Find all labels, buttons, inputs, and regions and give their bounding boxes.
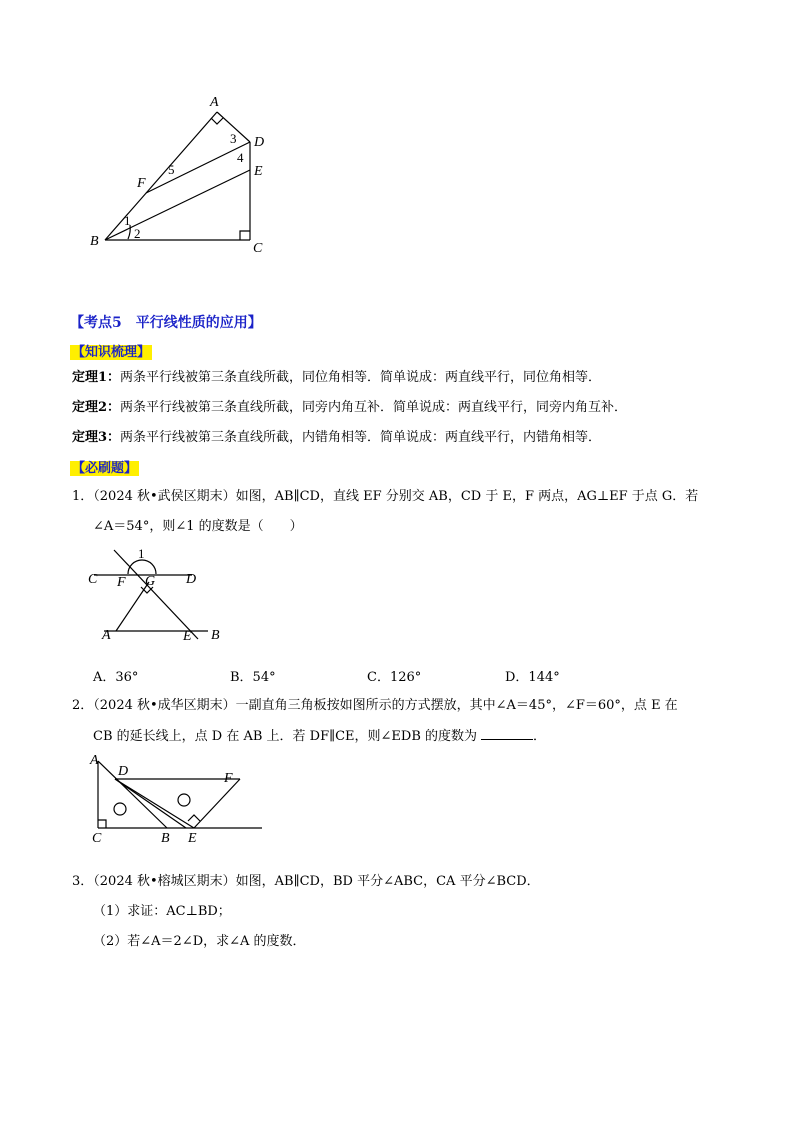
q1-label-d: D xyxy=(186,572,197,587)
q1-option-b[interactable]: B．54° xyxy=(230,670,276,685)
angle-4: 4 xyxy=(237,150,244,165)
label-a: A xyxy=(210,95,219,110)
q2-answer-blank[interactable] xyxy=(481,727,533,740)
theorem-1 xyxy=(72,369,601,387)
q2-line2 xyxy=(93,727,546,746)
q3-sub1: （1）求证：AC⊥BD； xyxy=(93,904,231,919)
q2-line2-text: CB 的延长线上，点 D 在 AB 上．若 DF∥CE，则∠EDB 的度数为 xyxy=(93,729,478,744)
q1-label-a: A xyxy=(102,628,111,643)
theorem-1-label: 定理1： xyxy=(72,370,121,385)
label-c: C xyxy=(253,241,263,256)
theorem-2 xyxy=(72,399,627,417)
angle-2: 2 xyxy=(134,226,141,241)
theorem-3-label: 定理3： xyxy=(72,430,121,445)
q1-option-c[interactable]: C．126° xyxy=(367,670,422,685)
q2-label-a: A xyxy=(90,755,99,768)
q1-angle-1: 1 xyxy=(138,546,145,561)
q2-label-d: D xyxy=(118,764,129,779)
theorem-2-text: 两条平行线被第三条直线所截，同旁内角互补．简单说成：两直线平行，同旁内角互补． xyxy=(120,400,628,415)
label-f: F xyxy=(137,176,146,191)
theorem-3 xyxy=(72,429,601,447)
angle-3: 3 xyxy=(230,131,237,146)
q1-option-a[interactable]: A．36° xyxy=(93,670,139,685)
q1-label-f: F xyxy=(117,575,126,590)
q2-line1: 2．（2024 秋•成华区期末）一副直角三角板按如图所示的方式摆放，其中∠A＝45°，∠F＝60°，点 E 在 xyxy=(72,698,678,713)
theorem-1-text: 两条平行线被第三条直线所截，同位角相等．简单说成：两直线平行，同位角相等． xyxy=(120,370,602,385)
figure-q1 xyxy=(86,546,236,646)
q2-label-b: B xyxy=(161,831,170,846)
label-b: B xyxy=(90,234,99,249)
q2-label-c: C xyxy=(92,831,102,846)
label-e: E xyxy=(254,164,263,179)
q1-line1: 1．（2024 秋•武侯区期末）如图，AB∥CD，直线 EF 分别交 AB，CD 于 E，F 两点，AG⊥EF 于点 G．若 xyxy=(72,489,699,504)
theorem-3-text: 两条平行线被第三条直线所截，内错角相等．简单说成：两直线平行，内错角相等． xyxy=(120,430,602,445)
q1-line2: ∠A＝54°，则∠1 的度数是（ ） xyxy=(93,519,303,534)
q2-label-e: E xyxy=(188,831,197,846)
q1-label-b: B xyxy=(211,628,220,643)
section-title: 【考点5 平行线性质的应用】 xyxy=(70,315,262,331)
q3-sub2: （2）若∠A＝2∠D，求∠A 的度数． xyxy=(93,934,306,949)
figure-triangle-abc xyxy=(80,90,280,260)
practice-tag: 【必刷题】 xyxy=(72,461,138,476)
q2-line2-end: ． xyxy=(533,729,547,744)
q1-label-e: E xyxy=(183,629,192,644)
label-d: D xyxy=(254,135,265,150)
angle-1: 1 xyxy=(124,213,131,228)
q3-line1: 3．（2024 秋•榕城区期末）如图，AB∥CD，BD 平分∠ABC，CA 平分∠BCD． xyxy=(72,874,540,889)
knowledge-tag: 【知识梳理】 xyxy=(72,345,151,360)
angle-5: 5 xyxy=(168,162,175,177)
q1-label-g: G xyxy=(145,574,156,589)
q1-label-c: C xyxy=(88,572,98,587)
figure-q2 xyxy=(88,755,268,850)
q1-option-d[interactable]: D．144° xyxy=(505,670,560,685)
theorem-2-label: 定理2： xyxy=(72,400,121,415)
q2-label-f: F xyxy=(224,771,233,786)
